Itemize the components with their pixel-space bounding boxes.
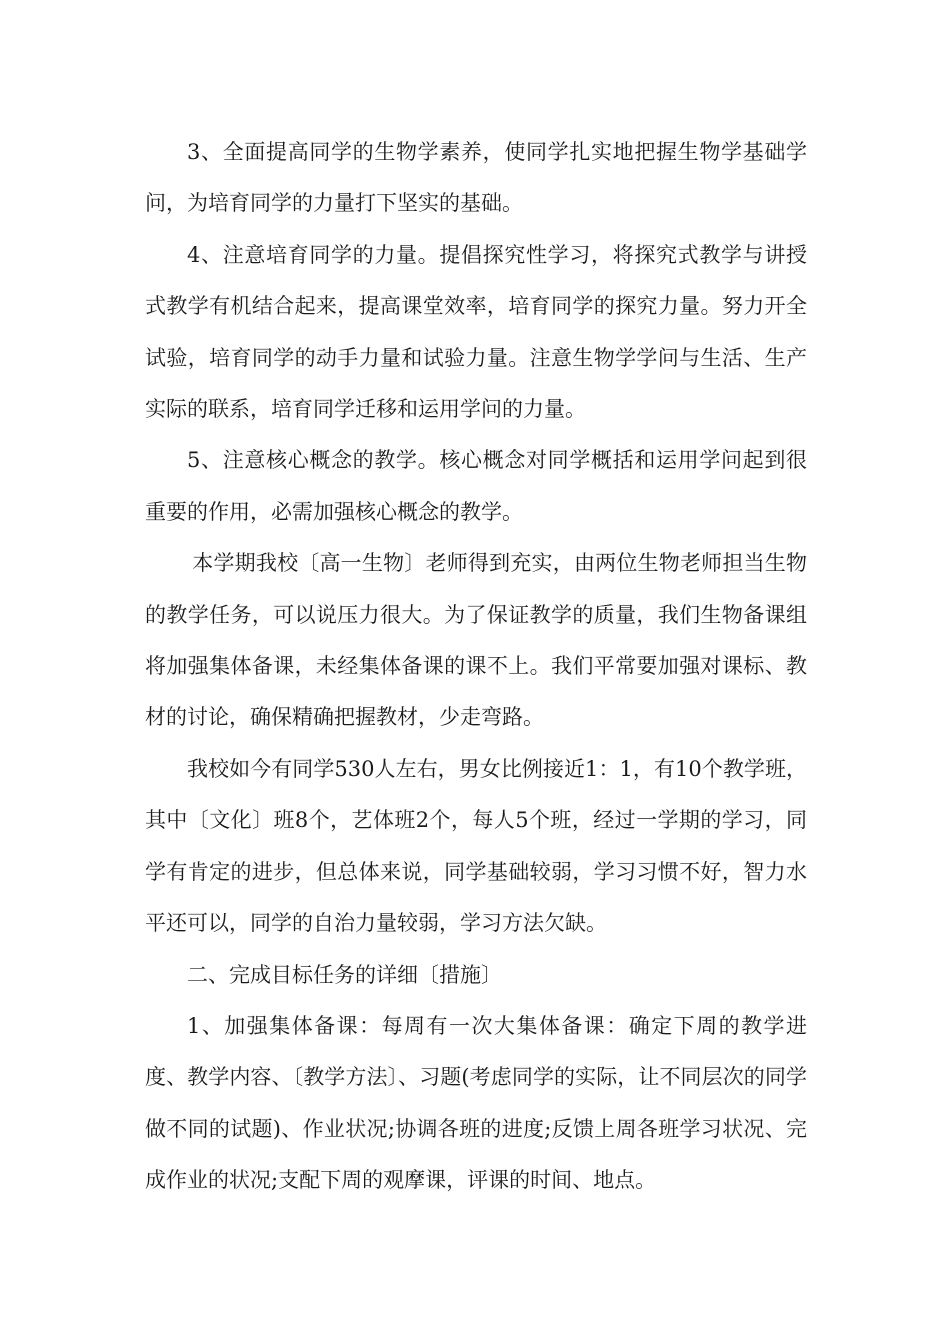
paragraph-measure-1: 1、加强集体备课：每周有一次大集体备课：确定下周的教学进度、教学内容、〔教学方法〕、习题(考虑同学的实际，让不同层次的同学做不同的试题)、作业状况;协调各班的进度;反馈上周各班学习状况、完成作业的状况;支配下周的观摩课，评课的时间、地点。 xyxy=(145,1013,807,1193)
document-body xyxy=(145,127,807,1207)
paragraph-teachers: 本学期我校〔高一生物〕老师得到充实，由两位生物老师担当生物的教学任务，可以说压力很大。为了保证教学的质量，我们生物备课组将加强集体备课，未经集体备课的课不上。我们平常要加强对课标、教材的讨论，确保精确把握教材，少走弯路。 xyxy=(145,551,807,730)
paragraph-item-4: 4、注意培育同学的力量。提倡探究性学习，将探究式教学与讲授式教学有机结合起来，提高课堂效率，培育同学的探究力量。努力开全试验，培育同学的动手力量和试验力量。注意生物学学问与生活、生产实际的联系，培育同学迁移和运用学问的力量。 xyxy=(145,242,807,422)
paragraph-item-5: 5、注意核心概念的教学。核心概念对同学概括和运用学问起到很重要的作用，必需加强核心概念的教学。 xyxy=(145,448,807,524)
section-heading-measures: 二、完成目标任务的详细〔措施〕 xyxy=(187,962,502,987)
paragraph-item-3: 3、全面提高同学的生物学素养，使同学扎实地把握生物学基础学问，为培育同学的力量打下坚实的基础。 xyxy=(145,140,807,216)
paragraph-students: 我校如今有同学530人左右，男女比例接近1：1，有10个教学班，其中〔文化〕班8个，艺体班2个，每人5个班，经过一学期的学习，同学有肯定的进步，但总体来说，同学基础较弱，学习习惯不好，智力水平还可以，同学的自治力量较弱，学习方法欠缺。 xyxy=(145,756,807,936)
